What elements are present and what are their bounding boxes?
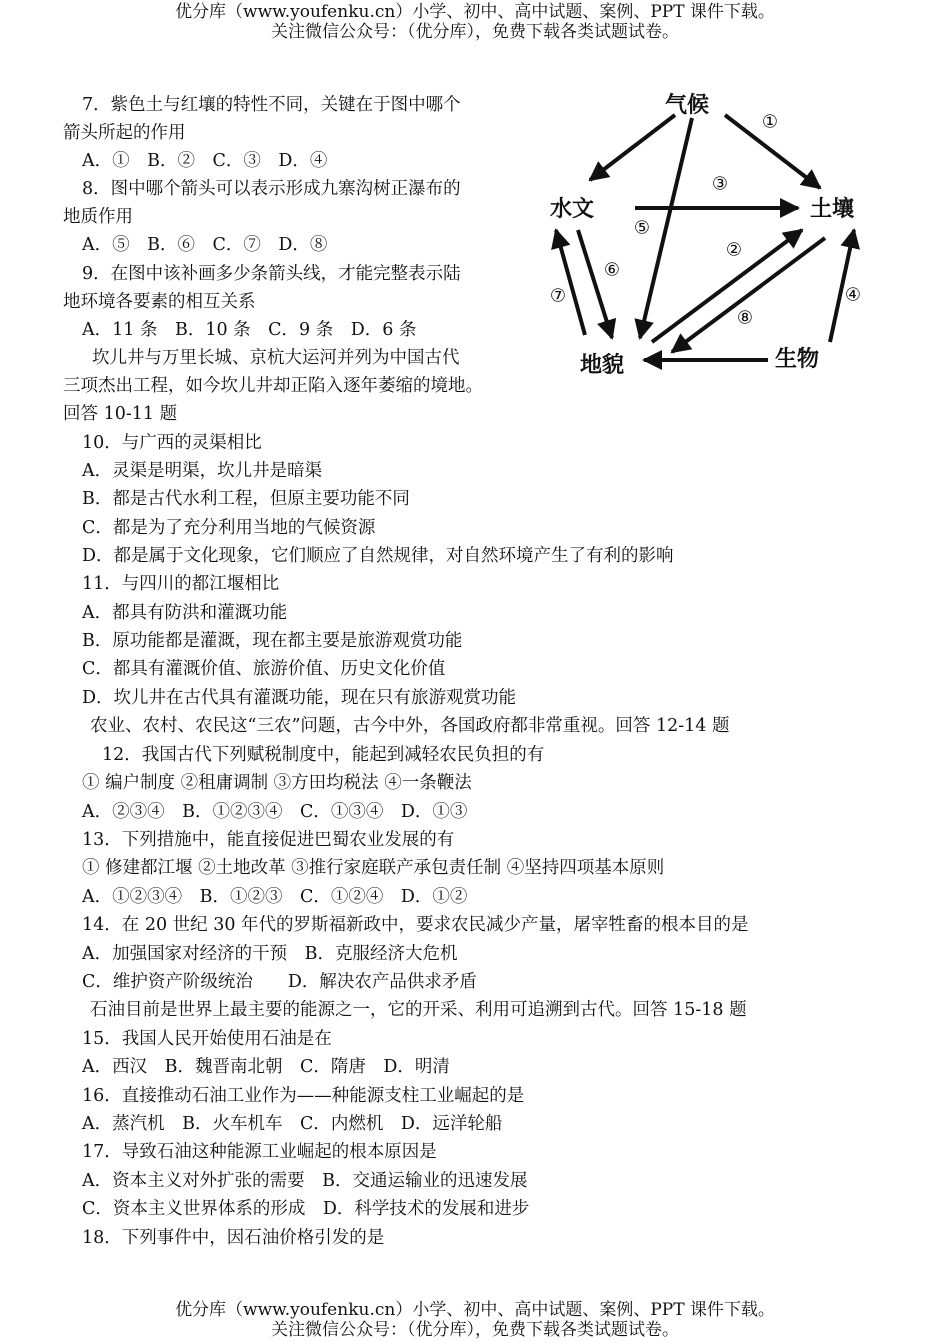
text-line: A．11 条 B．10 条 C．9 条 D．6 条: [82, 320, 417, 340]
text-line: 11．与四川的都江堰相比: [82, 574, 280, 594]
text-line: 14．在 20 世纪 30 年代的罗斯福新政中，要求农民减少产量，屠宰牲畜的根本目的是: [82, 915, 749, 935]
text-line: A．②③④ B．①②③④ C．①③④ D．①③: [82, 802, 468, 822]
arrow-label-8: ⑧: [736, 307, 754, 329]
text-line: D．都是属于文化现象，它们顺应了自然规律，对自然环境产生了有利的影响: [82, 546, 674, 566]
node-climate: 气候: [665, 93, 710, 118]
text-line: B．都是古代水利工程，但原主要功能不同: [82, 489, 410, 509]
arrow-label-6: ⑥: [603, 259, 621, 281]
text-line: A．都具有防洪和灌溉功能: [82, 603, 288, 623]
text-line: D．坎儿井在古代具有灌溉功能，现在只有旅游观赏功能: [82, 688, 517, 708]
node-hydrology: 水文: [550, 197, 595, 222]
text-line: 16．直接推动石油工业作为——种能源支柱工业崛起的是: [82, 1086, 525, 1106]
text-line: A．蒸汽机 B．火车机车 C．内燃机 D．远洋轮船: [82, 1114, 503, 1134]
text-line: 8．图中哪个箭头可以表示形成九寨沟树正瀑布的: [82, 179, 461, 199]
arrow-label-3: ③: [711, 173, 729, 195]
text-line: A．① B．② C．③ D．④: [82, 151, 328, 171]
text-line: A．①②③④ B．①②③ C．①②④ D．①②: [82, 887, 468, 907]
geography-elements-diagram: [540, 80, 880, 390]
header-line-1: 优分库（www.youfenku.cn）小学、初中、高中试题、案例、PPT 课件下载。: [175, 2, 775, 22]
arrow-soil-to-landform: [672, 238, 825, 352]
text-line: 7．紫色土与红壤的特性不同，关键在于图中哪个: [82, 95, 461, 115]
arrow-climate-to-hydrology: [590, 115, 675, 180]
text-line: C．都是为了充分利用当地的气候资源: [82, 518, 376, 538]
arrow-label-5: ⑤: [633, 217, 651, 239]
text-line: 三项杰出工程，如今坎儿井却正陷入逐年萎缩的境地。: [63, 376, 483, 396]
text-line: 15．我国人民开始使用石油是在: [82, 1029, 332, 1049]
text-line: ① 编户制度 ②租庸调制 ③方田均税法 ④一条鞭法: [82, 773, 472, 793]
text-line: 13．下列措施中，能直接促进巴蜀农业发展的有: [82, 830, 455, 850]
footer-line-1: 优分库（www.youfenku.cn）小学、初中、高中试题、案例、PPT 课件下载。: [175, 1300, 775, 1320]
text-line: 9．在图中该补画多少条箭头线，才能完整表示陆: [82, 264, 461, 284]
text-line: C．维护资产阶级统治 D．解决农产品供求矛盾: [82, 972, 477, 992]
text-line: A．灵渠是明渠，坎儿井是暗渠: [82, 461, 323, 481]
text-line: 回答 10-11 题: [63, 404, 178, 424]
arrow-label-1: ①: [761, 111, 779, 133]
text-line: C．都具有灌溉价值、旅游价值、历史文化价值: [82, 659, 446, 679]
text-line: A．西汉 B．魏晋南北朝 C．隋唐 D．明清: [82, 1057, 450, 1077]
text-line: A．资本主义对外扩张的需要 B．交通运输业的迅速发展: [82, 1171, 528, 1191]
text-line: 农业、农村、农民这“三农”问题，古今中外，各国政府都非常重视。回答 12-14 题: [90, 716, 730, 736]
text-line: 18．下列事件中，因石油价格引发的是: [82, 1228, 385, 1248]
text-line: 箭头所起的作用: [63, 123, 186, 143]
text-line: 坎儿井与万里长城、京杭大运河并列为中国古代: [92, 348, 460, 368]
text-line: ① 修建都江堰 ②土地改革 ③推行家庭联产承包责任制 ④坚持四项基本原则: [82, 858, 665, 878]
node-biology: 生物: [775, 347, 820, 372]
text-line: 17．导致石油这种能源工业崛起的根本原因是: [82, 1142, 437, 1162]
arrow-label-2: ②: [725, 239, 743, 261]
arrow-label-7: ⑦: [549, 285, 567, 307]
arrow-label-4: ④: [844, 284, 862, 306]
node-landform: 地貌: [580, 353, 625, 378]
header-line-2: 关注微信公众号：（优分库），免费下载各类试题试卷。: [271, 22, 679, 42]
text-line: B．原功能都是灌溉，现在都主要是旅游观赏功能: [82, 631, 463, 651]
text-line: 10．与广西的灵渠相比: [82, 433, 262, 453]
text-line: 石油目前是世界上最主要的能源之一，它的开采、利用可追溯到古代。回答 15-18 题: [90, 1000, 747, 1020]
text-line: 地质作用: [63, 207, 133, 227]
node-soil: 土壤: [810, 197, 855, 222]
text-line: A．加强国家对经济的干预 B．克服经济大危机: [82, 944, 458, 964]
footer-line-2: 关注微信公众号：（优分库），免费下载各类试题试卷。: [271, 1320, 679, 1340]
text-line: C．资本主义世界体系的形成 D．科学技术的发展和进步: [82, 1199, 530, 1219]
text-line: 12．我国古代下列赋税制度中，能起到减轻农民负担的有: [102, 745, 545, 765]
arrow-landform-to-hydrology: [556, 230, 585, 335]
text-line: A．⑤ B．⑥ C．⑦ D．⑧: [82, 235, 328, 255]
text-line: 地环境各要素的相互关系: [63, 292, 256, 312]
